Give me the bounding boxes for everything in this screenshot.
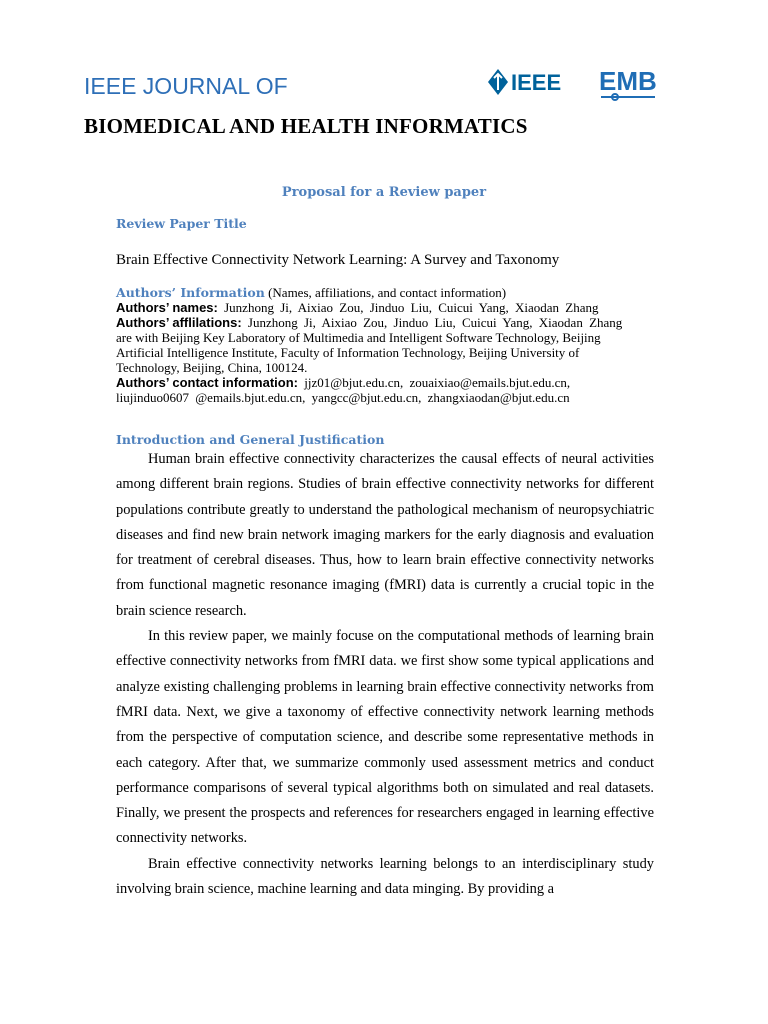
- authors-block: [116, 285, 656, 405]
- authors-info-heading: Authors’ Information: [116, 285, 265, 300]
- affiliations-line-1: are with Beijing Key Laboratory of Multimedia and Intelligent Software Technology, Beijing: [116, 330, 601, 345]
- review-paper-title-heading: Review Paper Title: [116, 216, 247, 231]
- ieee-logo-text: IEEE: [511, 70, 562, 95]
- authors-names-label: Authors’ names:: [116, 300, 218, 315]
- authors-affiliations-label: Authors’ afflilations:: [116, 315, 242, 330]
- ieee-logo: [487, 66, 573, 98]
- emb-logo-text: EMB: [599, 66, 657, 96]
- journal-title-line1: IEEE JOURNAL OF: [84, 73, 288, 99]
- affiliations-line-3: Technology, Beijing, China, 100124.: [116, 360, 308, 375]
- proposal-heading: Proposal for a Review paper: [281, 185, 487, 200]
- intro-heading: Introduction and General Justification: [116, 432, 385, 447]
- intro-paragraph: Human brain effective connectivity characterizes the causal effects of neural activities among different brain regions. Studies of brain effective connectivity networks for different populations contribute greatly to understand the pathological mechanism of neuropsychiatric diseases and find new brain network imaging markers for the early diagnosis and evaluation for treatment of cerebral diseases. Thus, how to learn brain effective connectivity networks from functional magnetic resonance imaging (fMRI) data is currently a crucial topic in the brain science research.: [116, 451, 654, 619]
- journal-title-line2: BIOMEDICAL AND HEALTH INFORMATICS: [84, 114, 528, 138]
- authors-names: Junzhong Ji, Aixiao Zou, Jinduo Liu, Cuicui Yang, Xiaodan Zhang: [217, 300, 599, 315]
- authors-info-note: (Names, affiliations, and contact information): [264, 285, 507, 300]
- affiliations-line-2: Artificial Intelligence Institute, Faculty of Information Technology, Beijing University of: [116, 345, 580, 360]
- review-paper-title: Brain Effective Connectivity Network Learning: A Survey and Taxonomy: [116, 252, 560, 268]
- authors-contact-line-1: jjz01@bjut.edu.cn, zouaixiao@emails.bjut.edu.cn,: [298, 375, 571, 390]
- intro-paragraph: Brain effective connectivity networks learning belongs to an interdisciplinary study involving brain science, machine learning and data minging. By providing a: [116, 855, 654, 898]
- emb-logo: [597, 64, 661, 102]
- intro-body: [116, 447, 654, 902]
- authors-affiliations-names: Junzhong Ji, Aixiao Zou, Jinduo Liu, Cuicui Yang, Xiaodan Zhang: [241, 315, 623, 330]
- authors-contact-label: Authors’ contact information:: [116, 375, 298, 390]
- intro-paragraph: In this review paper, we mainly focuse on the computational methods of learning brain effective connectivity networks from fMRI data. we first show some typical applications and analyze existing challenging problems in learning brain effective connectivity networks from fMRI data. Next, we give a taxonomy of effective connectivity network learning methods from the perspective of computation science, and describe some representative methods in each category. After that, we summarize commonly used assessment metrics and conduct performance comparisons of several typical algorithms both on simulated and real datasets. Finally, we present the prospects and references for researchers engaged in learning effective connectivity networks.: [116, 628, 654, 847]
- authors-contact-line-2: liujinduo0607 @emails.bjut.edu.cn, yangcc@bjut.edu.cn, zhangxiaodan@bjut.edu.cn: [116, 390, 570, 405]
